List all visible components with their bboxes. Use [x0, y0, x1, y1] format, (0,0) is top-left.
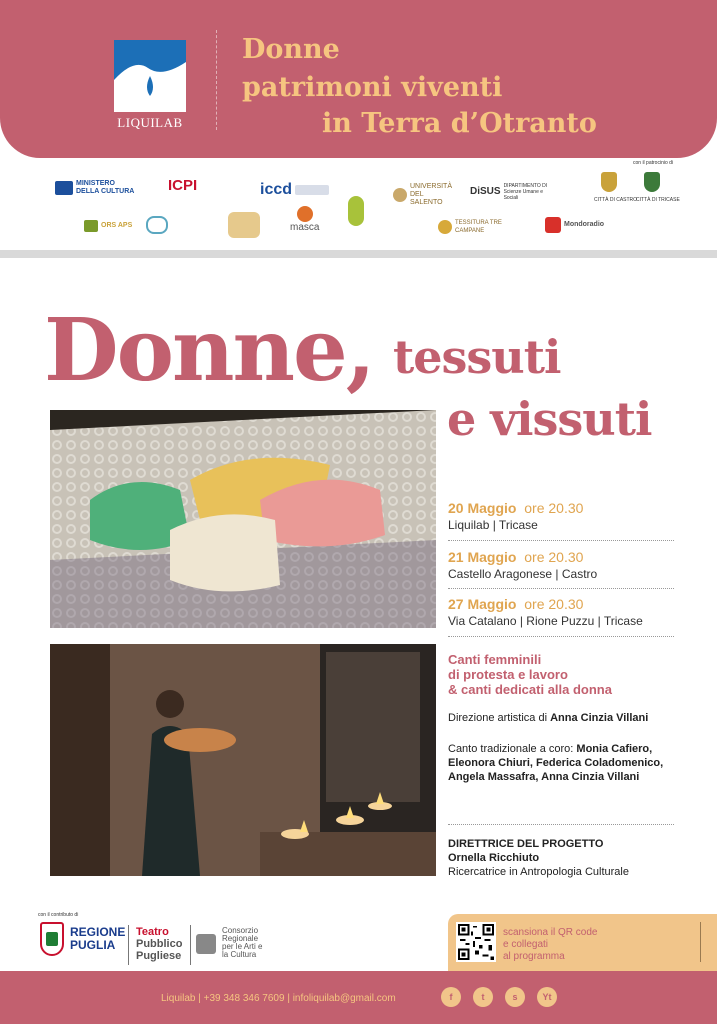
project-director: DIRETTRICE DEL PROGETTO Ornella Ricchiuto Ricercatrice in Antropologia Culturale	[448, 838, 629, 878]
logo-ministero: MINISTERO DELLA CULTURA	[55, 180, 136, 196]
tricase-label: CITTÀ DI TRICASE	[636, 197, 680, 203]
logo-ors: ORS APS	[84, 220, 132, 232]
main-title: Donne,	[44, 300, 374, 401]
header-title-line3: in Terra d’Otranto	[322, 108, 597, 139]
universita-seal-icon	[393, 188, 407, 202]
event-date-1-place: Liquilab | Tricase	[448, 518, 538, 532]
qr-instructions: scansiona il QR code e collegati al programma	[503, 927, 598, 962]
header-divider	[216, 30, 217, 130]
logo-icpi: ICPI	[168, 177, 198, 194]
photo-crochet-fabrics	[50, 410, 436, 628]
header-title-line2: patrimoni viventi	[242, 72, 503, 103]
logo-regione-puglia: REGIONE PUGLIA	[40, 922, 114, 956]
section-divider	[448, 824, 674, 825]
patrocinio-label: con il patrocinio di	[633, 160, 674, 166]
ministero-icon	[55, 181, 73, 195]
spiral-icon	[348, 196, 364, 226]
castro-label: CITTÀ DI CASTRO	[594, 197, 638, 203]
masca-icon	[297, 206, 313, 222]
contributo-label: con il contributo di	[38, 912, 79, 918]
program-heading: Canti femminili di protesta e lavoro & canti dedicati alla donna	[448, 652, 612, 697]
logo-partner-knot	[146, 216, 168, 234]
date-divider	[448, 636, 674, 637]
date-divider	[448, 588, 674, 589]
qr-code[interactable]	[456, 922, 496, 962]
event-date-1-time: ore 20.30	[524, 500, 584, 516]
logo-tessitura: TESSITURA TRE CAMPANE	[438, 219, 525, 235]
ors-icon	[84, 220, 98, 232]
event-date-2	[448, 549, 674, 581]
regione-shield-icon	[40, 922, 64, 956]
photo-singer-performance	[50, 644, 436, 876]
logo-partner-spiral	[348, 196, 364, 226]
header-title-line1: Donne	[242, 34, 340, 65]
youtube-icon[interactable]: Yt	[537, 987, 557, 1007]
event-date-1	[448, 500, 674, 532]
logo-partner-illustration	[228, 212, 260, 238]
logo-disus: DiSUS DIPARTIMENTO DI Scienze Umane e Sociali	[470, 183, 548, 201]
consorzio-icon	[196, 934, 216, 954]
iccd-icon	[295, 185, 329, 195]
date-divider	[448, 540, 674, 541]
separator-band	[0, 250, 717, 258]
twitter-icon[interactable]: t	[473, 987, 493, 1007]
mondoradio-icon	[545, 217, 561, 233]
event-date-2-place: Castello Aragonese | Castro	[448, 567, 598, 581]
main-subtitle-line1: tessuti	[393, 330, 561, 384]
artistic-direction: Direzione artistica di Anna Cinzia Villani	[448, 712, 649, 724]
event-date-3-day: 27 Maggio	[448, 596, 517, 612]
event-date-3-place: Via Catalano | Rione Puzzu | Tricase	[448, 614, 643, 628]
logo-universita: UNIVERSITÀ DEL SALENTO	[393, 183, 452, 207]
main-subtitle-line2: e vissuti	[447, 392, 652, 446]
logo-text: LIQUILAB	[117, 115, 183, 130]
logo-iccd: iccd	[260, 182, 329, 198]
event-date-1-day: 20 Maggio	[448, 500, 517, 516]
liquilab-logo	[114, 40, 186, 112]
logo-mondoradio: Mondoradio	[545, 217, 604, 233]
logo-consorzio: Consorzio Regionale per le Arti e la Cultura	[222, 926, 263, 959]
event-date-3-time: ore 20.30	[524, 596, 584, 612]
tricase-crest-icon	[644, 172, 660, 192]
skype-icon[interactable]: s	[505, 987, 525, 1007]
event-date-3	[448, 596, 674, 628]
illustration-icon	[228, 212, 260, 238]
logo-masca: masca	[290, 206, 319, 233]
event-date-2-day: 21 Maggio	[448, 549, 517, 565]
contact-info: Liquilab | +39 348 346 7609 | infoliquilab@gmail.com	[161, 993, 396, 1004]
down-arrow-icon	[700, 922, 701, 962]
tessitura-icon	[438, 220, 452, 234]
facebook-icon[interactable]: f	[441, 987, 461, 1007]
castro-crest-icon	[601, 172, 617, 192]
choir-credits: Canto tradizionale a coro: Monia Cafiero, Eleonora Chiuri, Federica Coladomenico, Angela Massafra, Anna Cinzia Villani	[448, 743, 664, 783]
sponsor-divider	[190, 925, 191, 965]
sponsor-divider	[128, 925, 129, 965]
event-date-2-time: ore 20.30	[524, 549, 584, 565]
header-banner	[0, 0, 717, 158]
knot-icon	[146, 216, 168, 234]
logo-teatro-pubblico-pugliese: Teatro Pubblico Pugliese	[136, 926, 183, 962]
